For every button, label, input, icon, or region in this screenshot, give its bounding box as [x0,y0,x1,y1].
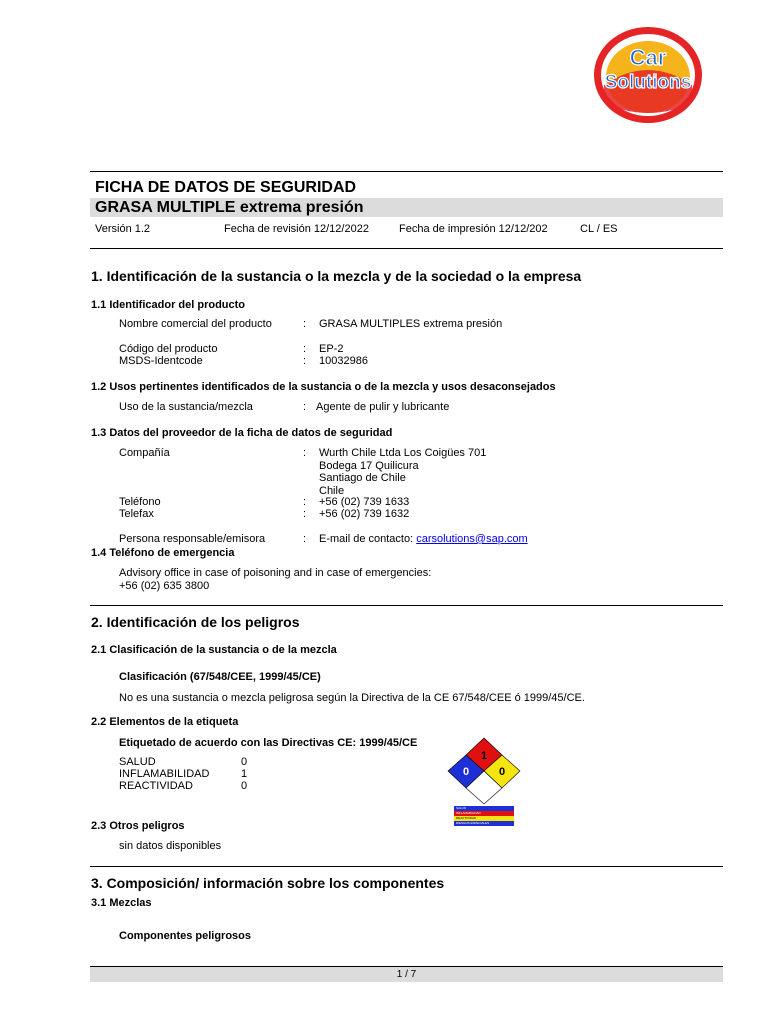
header-top-rule [90,171,723,172]
section-2-bottom-rule [90,866,723,867]
rating-label: SALUD [119,756,156,768]
colon: : [303,355,307,367]
company-address-line: Wurth Chile Ltda Los Coigües 701 [319,447,487,459]
footer-bar [90,966,723,982]
section-2-2-heading: 2.2 Elementos de la etiqueta [91,716,239,728]
fax-label: Telefax [119,508,154,520]
nfpa-legend [454,806,514,828]
version: Versión 1.2 [95,223,151,235]
hazardous-components-subheading: Componentes peligrosos [119,930,252,942]
product-code-value: EP-2 [319,343,344,355]
trade-name-label: Nombre comercial del producto [119,318,272,330]
colon: : [303,318,307,330]
nfpa-health-value: 0 [462,766,470,778]
rating-value: 0 [241,780,248,792]
product-code-label: Código del producto [119,343,218,355]
company-address-line: Santiago de Chile [319,472,406,484]
contact-prefix: E-mail de contacto: [319,533,417,545]
locale: CL / ES [580,223,618,235]
contact-label: Persona responsable/emisora [119,533,266,545]
rating-label: REACTIVIDAD [119,780,193,792]
section-1-3-heading: 1.3 Datos del proveedor de la ficha de datos de seguridad [91,427,393,439]
emergency-phone: +56 (02) 635 3800 [119,580,210,592]
trade-name-value: GRASA MULTIPLES extrema presión [319,318,503,330]
section-1-1-heading: 1.1 Identificador del producto [91,299,246,311]
classification-text: No es una sustancia o mezcla peligrosa según la Directiva de la CE 67/548/CEE ó 1999/45/CE. [119,692,585,704]
nfpa-legend-item: INFLAMABILIDAD [454,811,514,816]
msds-value: 10032986 [319,355,368,367]
print-date: Fecha de impresión 12/12/202 [399,223,548,235]
company-address-line: Bodega 17 Quilicura [319,460,419,472]
emergency-text: Advisory office in case of poisoning and in case of emergencies: [119,567,432,579]
rating-value: 0 [241,756,248,768]
page-number: 1 / 7 [396,969,417,980]
phone-value: +56 (02) 739 1633 [319,496,410,508]
other-hazards-text: sin datos disponibles [119,840,222,852]
product-title: GRASA MULTIPLE extrema presión [95,199,364,216]
nfpa-flammability-value: 1 [480,750,488,762]
company-label: Compañía [119,447,170,459]
nfpa-legend-item: REACTIVIDAD [454,816,514,821]
colon: : [303,401,307,413]
header-bottom-rule [90,248,723,249]
contact-email-link[interactable]: carsolutions@sap.com [416,533,528,545]
fax-value: +56 (02) 739 1632 [319,508,410,520]
colon: : [303,447,307,459]
section-1-4-heading: 1.4 Teléfono de emergencia [91,547,235,559]
colon: : [303,343,307,355]
use-label: Uso de la sustancia/mezcla [119,401,253,413]
section-1-2-heading: 1.2 Usos pertinentes identificados de la sustancia o de la mezcla y usos desaconsejados [91,381,556,393]
msds-label: MSDS-Identcode [119,355,203,367]
section-3-heading: 3. Composición/ información sobre los componentes [91,875,445,891]
contact-value [319,533,528,546]
section-2-heading: 2. Identificación de los peligros [91,614,300,630]
company-address-line: Chile [319,485,345,497]
product-title-bar [90,198,723,217]
labeling-subheading: Etiquetado de acuerdo con las Directivas CE: 1999/45/CE [119,737,418,749]
colon: : [303,496,307,508]
section-2-1-heading: 2.1 Clasificación de la sustancia o de la mezcla [91,644,337,656]
nfpa-legend-item: SALUD [454,806,514,811]
car-solutions-logo [592,25,704,125]
section-2-3-heading: 2.3 Otros peligros [91,820,185,832]
nfpa-reactivity-value: 0 [498,766,506,778]
rating-label: INFLAMABILIDAD [119,768,210,780]
section-3-1-heading: 3.1 Mezclas [91,897,152,909]
section-1-bottom-rule [90,605,723,606]
document-title: FICHA DE DATOS DE SEGURIDAD [95,179,357,196]
classification-subheading: Clasificación (67/548/CEE, 1999/45/CE) [119,671,321,683]
nfpa-legend-item: RIESGOS ESPECIALES [454,821,514,826]
phone-label: Teléfono [119,496,161,508]
rating-value: 1 [241,768,248,780]
use-value: Agente de pulir y lubricante [316,401,450,413]
colon: : [303,508,307,520]
logo-line2: Solutions [604,72,692,93]
revision-date: Fecha de revisión 12/12/2022 [224,223,369,235]
logo-line1: Car [629,45,667,70]
colon: : [303,533,307,545]
nfpa-diamond [444,736,524,806]
section-1-heading: 1. Identificación de la sustancia o la mezcla y de la sociedad o la empresa [91,268,582,284]
